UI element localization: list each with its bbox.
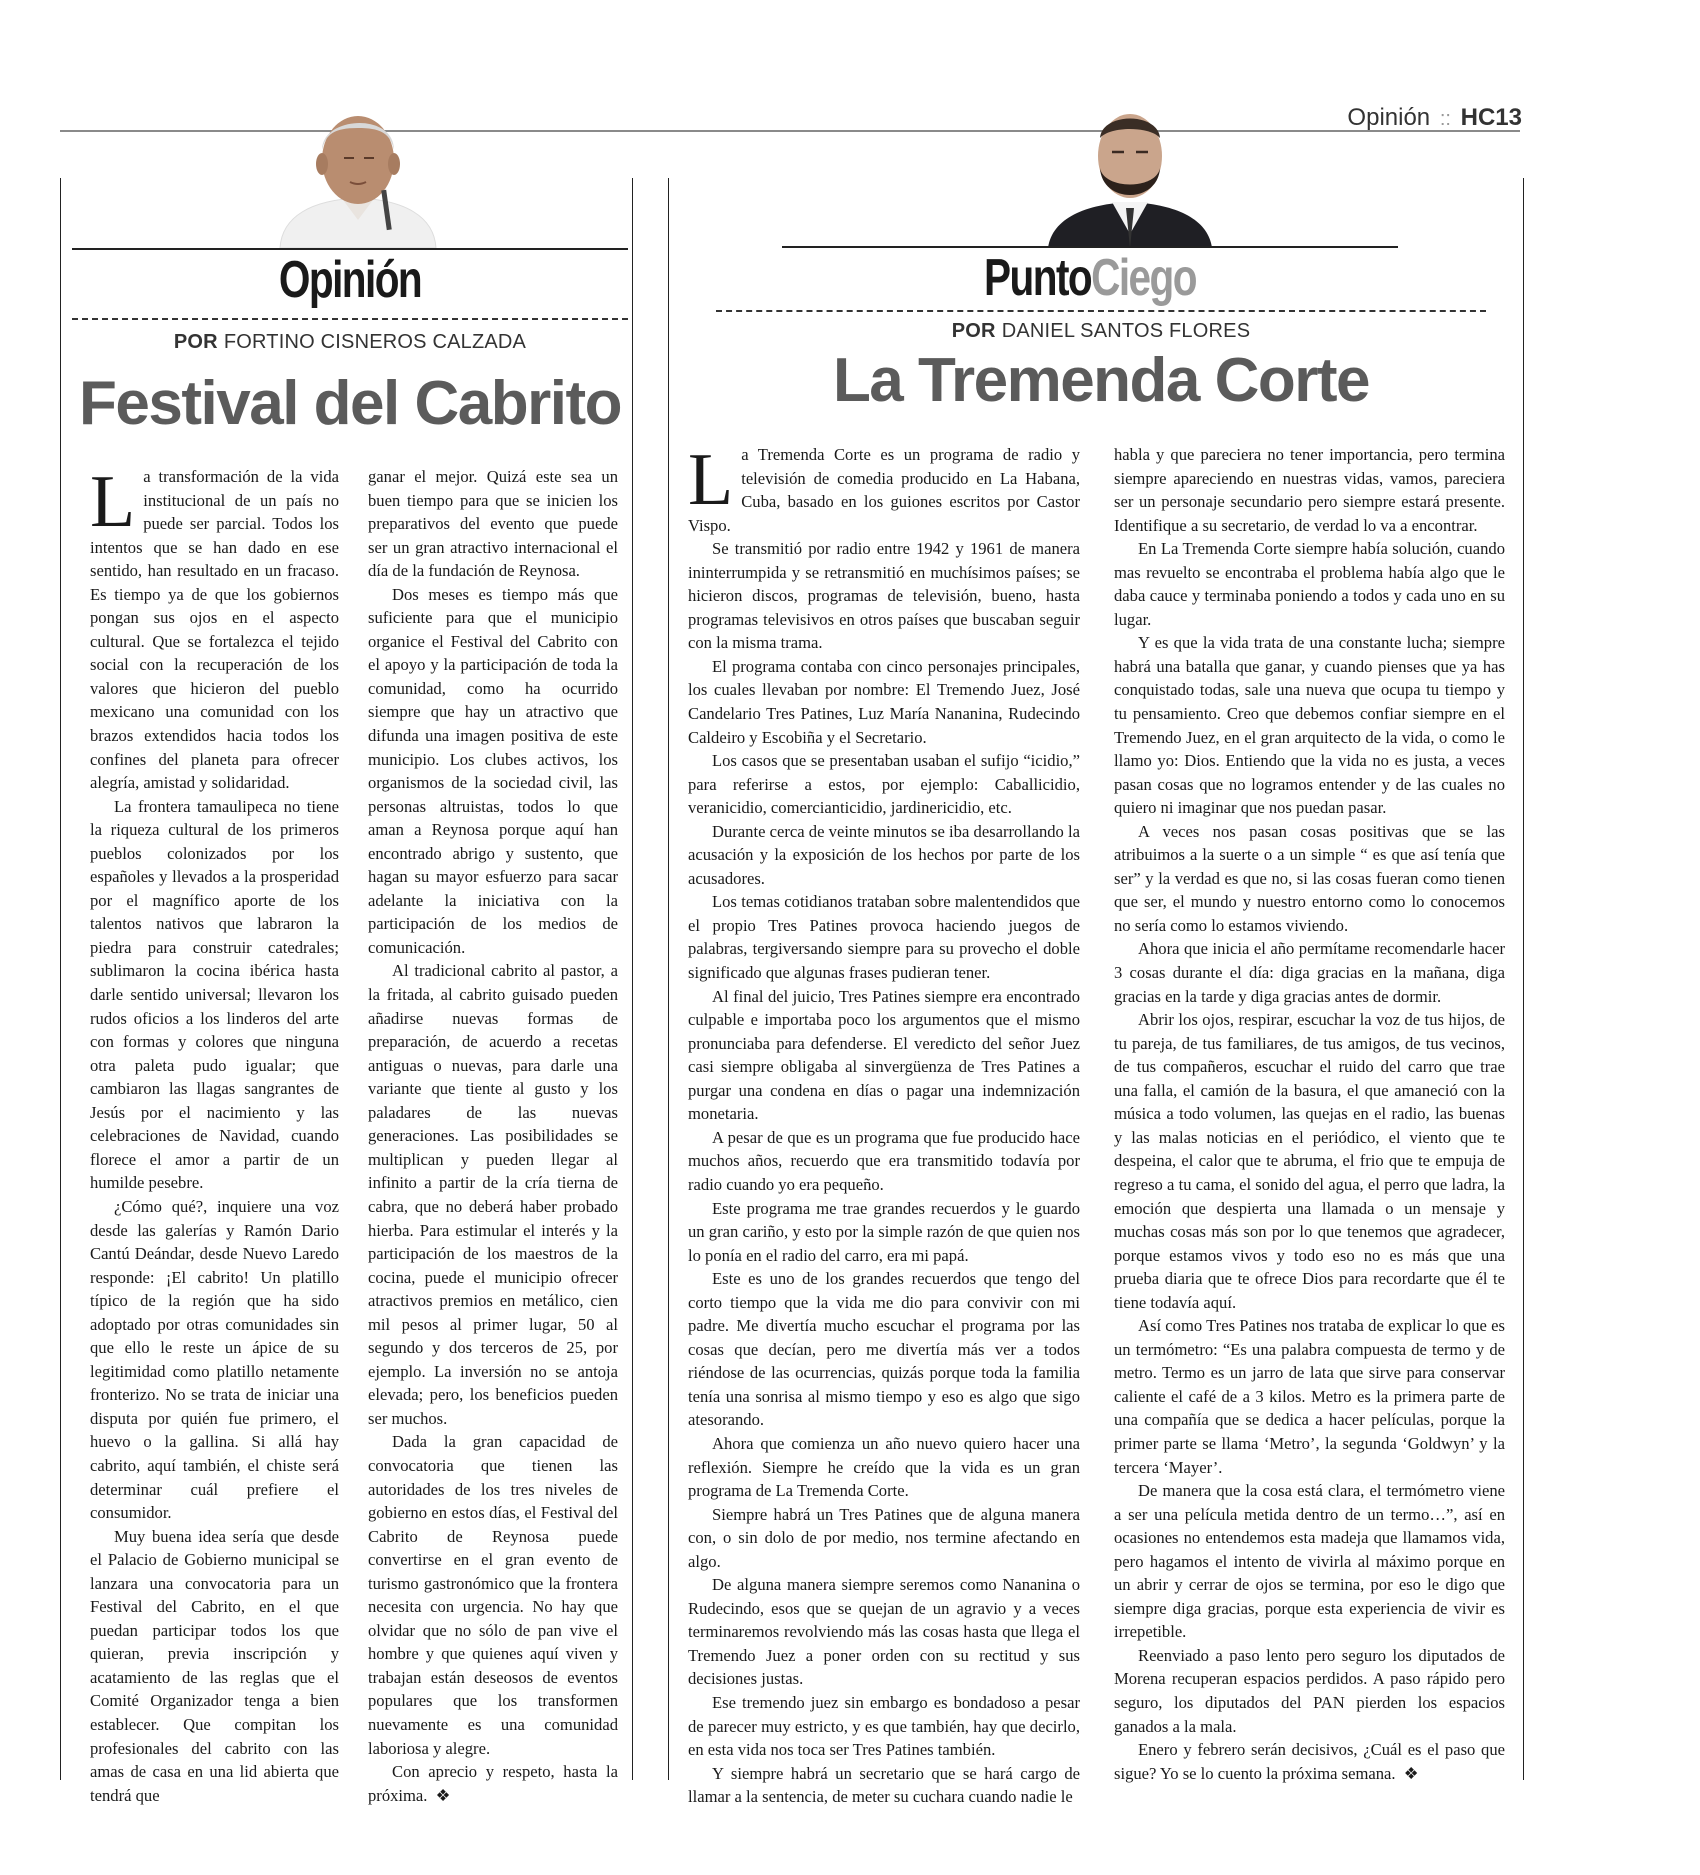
- paragraph: [90, 1525, 339, 1808]
- paragraph: [1114, 1008, 1505, 1314]
- paragraph-text: ¿Cómo qué?, inquiere una voz desde las galerías y Ramón Dario Cantú Deándar, desde Nuevo Laredo responde: ¡El cabrito! Un platillo típico de la región que ha sido adoptado por otras comunidades sin que ello le reste un ápice de su legitimidad como platillo netamente fronterizo. No se trata de iniciar una disputa por quién fue primero, el huevo o la gallina. Si allá hay cabrito, aquí también, el chiste será determinar cuál prefiere el consumidor.: [90, 1196, 339, 1523]
- paragraph: [368, 959, 618, 1430]
- paragraph-text: A pesar de que es un programa que fue producido hace muchos años, recuerdo que era transmitido todavía por radio cuando yo era pequeño.: [688, 1127, 1080, 1194]
- left-byline-prefix: POR: [173, 331, 218, 353]
- right-section-title: [850, 248, 1330, 308]
- paragraph-text: ganar el mejor. Quizá este sea un buen tiempo para que se inicien los preparativos del evento que puede ser un gran atractivo internacional el día de la fundación de Reynosa.: [368, 467, 618, 581]
- paragraph-text: Así como Tres Patines nos trataba de explicar lo que es un termómetro: “Es una palabra compuesta de termo y de metro. Termo es un jarro de lata que sirve para conservar caliente el café de a 3 kilos. Metro es la primera parte de una compañía que se dedica a hacer películas, porque la primer parte se llama ‘Metro’, la segunda ‘Goldwyn’ y la tercera ‘Mayer’.: [1114, 1316, 1505, 1477]
- paragraph-text: De manera que la cosa está clara, el termómetro viene a ser una película metida dentro de un termo…”, así en ocasiones no entendemos esta madeja que llamamos vida, pero hagamos el intento de vivirla al máximo porque en un abrir y cerrar de ojos se termina, por eso le digo que siempre diga gracias, porque esta experiencia de vivir es irrepetible.: [1114, 1481, 1505, 1642]
- paragraph: [90, 795, 339, 1195]
- paragraph: [1114, 820, 1505, 938]
- paragraph-text: a Tremenda Corte es un programa de radio y televisión de comedia producido en La Habana, Cuba, basado en los guiones escritos por Castor Vispo.: [688, 445, 1080, 535]
- author-photo-left: [272, 98, 444, 248]
- right-author-name: DANIEL SANTOS FLORES: [1001, 320, 1251, 342]
- paragraph: [90, 461, 339, 795]
- right-section-title-b: Ciego: [1091, 249, 1196, 307]
- paragraph-text: A veces nos pasan cosas positivas que se las atribuimos a la suerte o a un simple “ es que así tenía que ser” y la verdad es que no, si las cosas fueran como tienen que ser, el mundo y nuestro entorno como lo conocemos no sería como lo estamos viviendo.: [1114, 821, 1505, 935]
- paragraph: [688, 820, 1080, 891]
- paragraph: [688, 749, 1080, 820]
- paragraph-text: Abrir los ojos, respirar, escuchar la voz de tus hijos, de tu pareja, de tus familiares, de tus amigos, de tus vecinos, de tus compañeros, escuchar el ruido del carro que trae una falla, el camión de la basura, el que amaneció con la música a todo volumen, las quejas en el radio, las buenas y las malas noticias en el periódico, el viento que te despeina, el calor que te abruma, el frio que te empuja de regreso a tu cama, el sonido del agua, el perro que ladra, la emoción que despierta una llamada o un mensaje y muchas cosas más son por lo que tenemos que agradecer, porque estamos vivos y todo eso no es más que una prueba diaria que te ofrece Dios para recordarte que él te tiene todavía aquí.: [1114, 1010, 1505, 1312]
- end-mark-icon: ❖: [435, 1785, 451, 1805]
- paragraph-text: Los temas cotidianos trataban sobre malentendidos que el propio Tres Patines provoca haciendo juegos de palabras, tergiversando siempre para su provecho el doble significado que algunas frases pudieran tener.: [688, 892, 1080, 983]
- paragraph-text: Y siempre habrá un secretario que se hará cargo de llamar a la sentencia, de meter su cuchara cuando nadie le: [688, 1763, 1080, 1807]
- paragraph: [688, 537, 1080, 655]
- left-dashed-rule: [72, 318, 628, 320]
- paragraph: [1114, 1738, 1505, 1785]
- paragraph: [1114, 1314, 1505, 1479]
- column-rule-right: [1523, 178, 1524, 1780]
- paragraph: [688, 1197, 1080, 1268]
- right-section-title-a: Punto: [984, 249, 1092, 307]
- paragraph-text: Reenviado a paso lento pero seguro los diputados de Morena recuperan espacios perdidos. A paso rápido pero seguro, los diputados del PAN pierden los espacios ganados a la mala.: [1114, 1645, 1505, 1736]
- paragraph-text: Al final del juicio, Tres Patines siempre era encontrado culpable e importaba poco los argumentos que el mismo pronunciaba para defenderse. El veredicto del señor Juez casi siempre obligaba al sinvergüenza de Tres Patines a purgar una condena en días o pagar una indemnización monetaria.: [688, 986, 1080, 1124]
- paragraph: [1114, 537, 1505, 631]
- paragraph: [1114, 937, 1505, 1008]
- paragraph-text: Muy buena idea sería que desde el Palacio de Gobierno municipal se lanzara una convocatoria para un Festival del Cabrito, en el que puedan participar todos los que quieran, previa inscripción y acatamiento de las reglas que el Comité Organizador tenga a bien establecer. Que compitan los profesionales del cabrito con las amas de casa en una lid abierta que tendrá que: [90, 1526, 339, 1805]
- paragraph: [688, 890, 1080, 984]
- paragraph: [688, 439, 1080, 537]
- author-portrait-icon-right: [1046, 98, 1214, 248]
- folio-paper: HC: [1460, 104, 1496, 131]
- page-folio: [1347, 104, 1522, 132]
- paragraph-text: Durante cerca de veinte minutos se iba desarrollando la acusación y la exposición de los hechos por parte de los acusadores.: [688, 821, 1080, 888]
- paragraph: [1114, 443, 1505, 537]
- paragraph-text: Ahora que comienza un año nuevo quiero hacer una reflexión. Siempre he creído que la vida es un gran programa de La Tremenda Corte.: [688, 1433, 1080, 1501]
- paragraph-text: Los casos que se presentaban usaban el sufijo “icidio,” para referirse a estos, por ejemplo: Caballicidio, veranicidio, comercianticidio, jardinericidio, etc.: [688, 751, 1080, 818]
- paragraph: [688, 1267, 1080, 1432]
- paragraph-text: Ese tremendo juez sin embargo es bondadoso a pesar de parecer muy estricto, y es que también, hay que decirlo, en esta vida nos toca ser Tres Patines también.: [688, 1692, 1080, 1760]
- paragraph: [688, 1691, 1080, 1762]
- paragraph: [368, 583, 618, 960]
- left-headline: Festival del Cabrito: [79, 369, 621, 438]
- column-rule-left: [60, 178, 61, 1780]
- paragraph-text: En La Tremenda Corte siempre había solución, cuando mas revuelto se encontraba el problema había algo que le daba cauce y terminaba poniendo a todos y cada uno en su lugar.: [1114, 539, 1505, 629]
- author-portrait-icon: [272, 98, 444, 248]
- paragraph-text: Ahora que inicia el año permítame recomendarle hacer 3 cosas durante el día: diga gracias en la mañana, diga gracias en la tarde y diga gracias antes de dormir.: [1114, 939, 1505, 1006]
- left-article-column-2: [368, 465, 618, 1807]
- paragraph-text: De alguna manera siempre seremos como Nananina o Rudecindo, esos que se quejan de un agravio y a veces terminaremos revolviendo más las cosas hasta que llega el Tremendo Juez a poner orden con su rectitud y sus decisiones justas.: [688, 1575, 1080, 1689]
- paragraph: [368, 1760, 618, 1807]
- paragraph: [688, 1573, 1080, 1691]
- right-article-column-1: [688, 439, 1080, 1809]
- paragraph-text: Y es que la vida trata de una constante lucha; siempre habrá una batalla que ganar, y cuando pienses que ya has conquistado todas, sale una nueva que ocupa tu tiempo y tu pensamiento. Creo que debemos confiar siempre en el Tremendo Juez, en el gran arquitecto de la vida, o como le llamo yo: Dios. Entiendo que la vida no es justa, a veces pasan cosas que no logramos entender y de las cuales no quiero ni imaginar que nos puedan pasar.: [1114, 633, 1505, 818]
- paragraph: [688, 985, 1080, 1126]
- paragraph: [688, 1762, 1080, 1809]
- right-article-column-2: [1114, 443, 1505, 1785]
- folio-section: Opinión: [1347, 104, 1431, 131]
- paragraph: [368, 465, 618, 583]
- paragraph-text: Con aprecio y respeto, hasta la próxima.: [368, 1762, 618, 1805]
- paragraph-text: El programa contaba con cinco personajes principales, los cuales llevaban por nombre: El Tremendo Juez, José Candelario Tres Patines, Luz María Nananina, Rudecindo Caldeiro y Escobiña y el Secretario.: [688, 656, 1080, 747]
- drop-cap: L: [90, 461, 136, 543]
- paragraph: [1114, 1479, 1505, 1644]
- paragraph: [90, 1195, 339, 1525]
- author-photo-right: [1046, 98, 1214, 248]
- paragraph-text: Dos meses es tiempo más que suficiente para que el municipio organice el Festival del Cabrito con el apoyo y la participación de toda la comunidad, como ha ocurrido siempre que hay un atractivo que difunda una imagen positiva de este municipio. Los clubes activos, los organismos de la sociedad civil, las personas altruistas, todos lo que aman a Reynosa porque aquí han encontrado abrigo y sustento, que hagan su mayor esfuerzo para sacar adelante la iniciativa con la participación de los medios de comunicación.: [368, 584, 618, 957]
- right-dashed-rule: [716, 310, 1486, 312]
- paragraph-text: Enero y febrero serán decisivos, ¿Cuál es el paso que sigue? Yo se lo cuento la próxima semana.: [1114, 1740, 1505, 1783]
- paragraph-text: Al tradicional cabrito al pastor, a la fritada, al cabrito guisado pueden añadirse nuevas formas de preparación, de acuerdo a recetas antiguas o nuevas, para darle una variante que tiente al gusto y los paladares de las nuevas generaciones. Las posibilidades se multiplican y pueden llegar al infinito a partir de la cría tierna de cabra, que no deberá haber probado hierba. Para estimular el interés y la participación de los maestros de la cocina, puede el municipio ofrecer atractivos premios en metálico, cien mil pesos al primer lugar, 50 al segundo y dos terceros de 25, por ejemplo. La inversión no se antoja elevada; pero, los beneficios pueden ser muchos.: [368, 961, 618, 1428]
- left-author-name: FORTINO CISNEROS CALZADA: [223, 331, 527, 353]
- paragraph-text: Este programa me trae grandes recuerdos y le guardo un gran cariño, y esto por la simple razón de que quien nos lo ponía en el radio del carro, era mi papá.: [688, 1198, 1080, 1265]
- paragraph-text: La frontera tamaulipeca no tiene la riqueza cultural de los primeros pueblos colonizados por los españoles y llevados a la prosperidad por el magnífico aporte de los talentos nativos que labraron la piedra para construir catedrales; sublimaron la cocina ibérica hasta darle sentido universal; llevaron los rudos oficios a los linderos del arte con formas y colores que ninguna otra paleta pudo igualar; que cambiaron las llagas sangrantes de Jesús por el nacimiento y las celebraciones de Navidad, cuando florece el amor a partir de un humilde pesebre.: [90, 796, 339, 1193]
- paragraph: [688, 1432, 1080, 1503]
- paragraph: [1114, 1644, 1505, 1738]
- paragraph: [688, 655, 1080, 749]
- folio-separator: ::: [1439, 108, 1451, 130]
- page-number: 13: [1495, 104, 1522, 131]
- right-headline: La Tremenda Corte: [832, 346, 1370, 415]
- paragraph-text: habla y que pareciera no tener importancia, pero termina siempre apareciendo en nuestras vidas, vamos, pareciera ser un personaje secundario pero siempre estará presente. Identifique a su secretario, de verdad lo va a encontrar.: [1114, 445, 1505, 535]
- right-byline: [716, 320, 1486, 343]
- right-byline-prefix: POR: [951, 320, 996, 342]
- left-section-title: Opinión: [278, 251, 422, 309]
- paragraph-text: Siempre habrá un Tres Patines que de alguna manera con, o sin dolo de por medio, nos termine afectando en algo.: [688, 1504, 1080, 1571]
- paragraph: [688, 1126, 1080, 1197]
- paragraph-text: Este es uno de los grandes recuerdos que tengo del corto tiempo que la vida me dio para convivir con mi padre. Me divertía mucho escuchar el programa por las cosas que decían, pero me divertía más ver a todos riéndose de las ocurrencias, quizás porque toda la familia tenía una sonrisa al mismo tiempo y eso es algo que sigo atesorando.: [688, 1269, 1080, 1430]
- end-mark-icon: ❖: [1403, 1763, 1419, 1783]
- paragraph-text: Se transmitió por radio entre 1942 y 1961 de manera ininterrumpida y se retransmitió en muchísimos países; se hicieron discos, programas de televisión, bueno, hasta programas televisivos en otros países que buscaban seguir con la misma trama.: [688, 539, 1080, 653]
- paragraph-text: Dada la gran capacidad de convocatoria que tienen las autoridades de los tres niveles de gobierno en estos días, el Festival del Cabrito de Reynosa puede convertirse en el gran evento de turismo gastronómico que la frontera necesita con urgencia. No hay que olvidar que no sólo de pan vive el hombre y que quienes aquí viven y trabajan están deseosos de eventos populares que los transformen nuevamente es una comunidad laboriosa y alegre.: [368, 1432, 618, 1758]
- paragraph: [1114, 631, 1505, 819]
- paragraph: [688, 1503, 1080, 1574]
- column-rule-middle-a: [632, 178, 633, 1780]
- paragraph-text: a transformación de la vida institucional de un país no puede ser parcial. Todos los intentos que se han dado en ese sentido, han resultado en un fracaso. Es tiempo ya de que los gobiernos pongan sus ojos en el aspecto cultural. Que se fortalezca el tejido social con la recuperación de los valores que hicieron del pueblo mexicano una comunidad con los brazos extendidos hacia todos los confines del planeta para ofrecer alegría, amistad y solidaridad.: [90, 467, 339, 793]
- column-rule-middle-b: [668, 178, 669, 1780]
- drop-cap: L: [688, 439, 734, 521]
- left-byline: [72, 331, 628, 354]
- left-article-column-1: [90, 461, 339, 1807]
- paragraph: [368, 1430, 618, 1760]
